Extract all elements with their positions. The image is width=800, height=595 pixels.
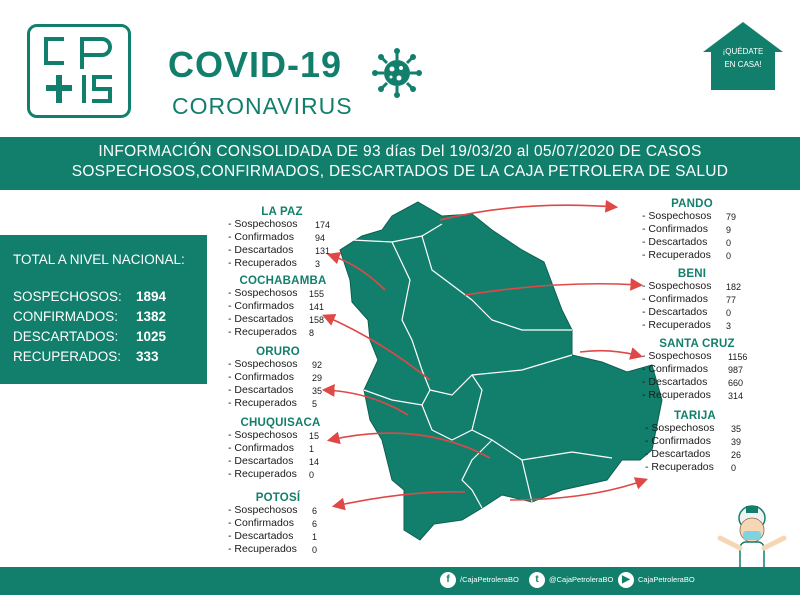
youtube-link[interactable] [618, 571, 695, 589]
row-label: - Recuperados [228, 257, 297, 269]
dept-row [228, 287, 338, 300]
stay-home-line1: ¡QUÉDATE [722, 47, 764, 56]
row-value: 6 [312, 519, 318, 529]
national-value: 1025 [136, 329, 167, 344]
row-label: - Sospechosos [228, 218, 298, 230]
row-value: 35 [312, 386, 323, 396]
row-value: 26 [731, 450, 742, 460]
row-value: 79 [726, 212, 737, 222]
row-label: - Recuperados [642, 249, 711, 261]
national-value: 1382 [136, 309, 167, 324]
dept-row [642, 376, 752, 389]
row-value: 8 [309, 328, 315, 338]
row-label: - Descartados [228, 455, 294, 467]
national-value: 333 [136, 349, 159, 364]
arrow-pando [440, 205, 615, 220]
arrow-tarija [510, 480, 645, 500]
row-label: - Sospechosos [228, 358, 298, 370]
row-value: 3 [315, 259, 321, 269]
dept-name: POTOSÍ [255, 492, 301, 504]
row-label: - Confirmados [228, 371, 294, 383]
row-value: 6 [312, 506, 318, 516]
national-value: 1894 [136, 289, 167, 304]
row-label: - Descartados [642, 306, 708, 318]
dept-row [642, 236, 742, 249]
row-label: - Recuperados [642, 389, 711, 401]
dept-row [228, 442, 333, 455]
row-label: - Descartados [228, 384, 294, 396]
row-label: - Sospechosos [642, 350, 712, 362]
row-value: 141 [309, 302, 325, 312]
row-label: - Descartados [642, 236, 708, 248]
row-label: - Confirmados [645, 435, 711, 447]
dept-name: BENI [677, 268, 707, 280]
dept-row [228, 218, 336, 231]
dept-la-paz [228, 206, 336, 270]
national-totals-title: TOTAL A NIVEL NACIONAL: [13, 252, 185, 267]
row-value: 35 [731, 424, 742, 434]
row-label: - Sospechosos [228, 429, 298, 441]
row-label: - Recuperados [645, 461, 714, 473]
dept-santa-cruz [642, 338, 752, 402]
row-label: - Confirmados [228, 300, 294, 312]
dept-row [228, 313, 338, 326]
dept-row [642, 210, 742, 223]
row-value: 155 [309, 289, 325, 299]
row-value: 158 [309, 315, 325, 325]
row-label: - Recuperados [228, 397, 297, 409]
dept-row [642, 319, 742, 332]
dept-row [228, 384, 328, 397]
dept-row [642, 223, 742, 236]
dept-row [642, 389, 752, 402]
dept-name: SANTA CRUZ [659, 338, 735, 350]
dept-row [228, 504, 328, 517]
row-label: - Confirmados [228, 231, 294, 243]
arrow-potosi [335, 492, 465, 506]
arrow-santa-cruz [580, 351, 640, 356]
row-label: - Sospechosos [642, 280, 712, 292]
dept-row [645, 435, 745, 448]
row-label: - Descartados [228, 530, 294, 542]
facebook-link[interactable] [440, 571, 519, 589]
row-label: - Sospechosos [228, 287, 298, 299]
youtube-icon: ▶ [618, 572, 634, 588]
row-value: 92 [312, 360, 323, 370]
row-label: - Sospechosos [642, 210, 712, 222]
row-value: 1 [312, 532, 318, 542]
row-label: - Recuperados [228, 326, 297, 338]
dept-row [228, 530, 328, 543]
twitter-handle: @CajaPetroleraBO [549, 575, 614, 584]
dept-chuquisaca [228, 417, 333, 481]
dept-row [645, 461, 745, 474]
row-value: 0 [731, 463, 737, 473]
row-label: - Confirmados [228, 517, 294, 529]
dept-row [645, 422, 745, 435]
dept-name: COCHABAMBA [239, 275, 327, 287]
dept-row [228, 371, 328, 384]
row-label: - Descartados [228, 313, 294, 325]
dept-name: TARIJA [674, 410, 716, 422]
dept-row [645, 448, 745, 461]
row-value: 0 [726, 251, 732, 261]
row-label: - Sospechosos [228, 504, 298, 516]
row-label: - Recuperados [642, 319, 711, 331]
row-label: - Sospechosos [645, 422, 715, 434]
row-value: 29 [312, 373, 323, 383]
dept-cochabamba [228, 275, 338, 339]
youtube-handle: CajaPetroleraBO [638, 575, 695, 584]
banner-line-1: INFORMACIÓN CONSOLIDADA DE 93 días Del 19/03/20 al 05/07/2020 DE CASOS [98, 143, 702, 160]
dept-row [228, 429, 333, 442]
dept-row [228, 543, 328, 556]
page-title: COVID-19 [168, 44, 343, 85]
row-value: 987 [728, 365, 744, 375]
row-value: 9 [726, 225, 732, 235]
row-label: - Recuperados [228, 468, 297, 480]
dept-tarija [645, 410, 745, 474]
dept-row [228, 455, 333, 468]
dept-pando [642, 198, 742, 262]
row-label: - Recuperados [228, 543, 297, 555]
dept-row [228, 468, 333, 481]
dept-row [228, 397, 328, 410]
dept-row [228, 358, 328, 371]
dept-name: LA PAZ [261, 206, 303, 218]
row-value: 0 [726, 238, 732, 248]
row-value: 0 [312, 545, 318, 555]
row-value: 39 [731, 437, 742, 447]
row-value: 77 [726, 295, 737, 305]
dept-row [642, 280, 742, 293]
arrow-la-paz [330, 255, 385, 290]
national-label: CONFIRMADOS: [13, 309, 119, 324]
row-label: - Confirmados [228, 442, 294, 454]
national-label: RECUPERADOS: [13, 349, 122, 364]
dept-row [228, 300, 338, 313]
row-value: 660 [728, 378, 744, 388]
row-label: - Descartados [228, 244, 294, 256]
arrow-oruro [325, 390, 408, 415]
dept-row [228, 326, 338, 339]
dept-name: CHUQUISACA [240, 417, 321, 429]
row-value: 1156 [728, 352, 748, 362]
row-value: 131 [315, 246, 331, 256]
banner-line-2: SOSPECHOSOS,CONFIRMADOS, DESCARTADOS DE LA CAJA PETROLERA DE SALUD [71, 163, 729, 180]
row-value: 0 [309, 470, 315, 480]
arrow-beni [465, 284, 640, 295]
dept-name: PANDO [671, 198, 713, 210]
dept-oruro [228, 346, 328, 410]
national-label: SOSPECHOSOS: [13, 289, 122, 304]
row-label: - Confirmados [642, 363, 708, 375]
dept-potosi [228, 492, 328, 556]
dept-row [642, 293, 742, 306]
row-label: - Descartados [642, 376, 708, 388]
row-value: 174 [315, 220, 331, 230]
dept-name: ORURO [256, 346, 300, 358]
row-value: 314 [728, 391, 744, 401]
national-label: DESCARTADOS: [13, 329, 119, 344]
twitter-icon: t [529, 572, 545, 588]
twitter-link[interactable] [529, 571, 613, 589]
dept-row [228, 257, 336, 270]
arrow-cochabamba [325, 316, 430, 380]
dept-row [228, 517, 328, 530]
row-value: 182 [726, 282, 742, 292]
row-label: - Descartados [645, 448, 711, 460]
row-value: 5 [312, 399, 318, 409]
row-value: 1 [309, 444, 315, 454]
arrow-chuquisaca [330, 433, 490, 458]
page-subtitle: CORONAVIRUS [172, 93, 353, 119]
dept-row [228, 231, 336, 244]
row-value: 15 [309, 431, 320, 441]
dept-row [642, 350, 752, 363]
row-value: 0 [726, 308, 732, 318]
dept-beni [642, 268, 742, 332]
dept-row [642, 363, 752, 376]
row-value: 94 [315, 233, 326, 243]
stay-home-line2: EN CASA! [724, 60, 762, 69]
row-value: 14 [309, 457, 320, 467]
row-label: - Confirmados [642, 293, 708, 305]
row-value: 3 [726, 321, 732, 331]
facebook-icon: f [440, 572, 456, 588]
dept-row [642, 249, 742, 262]
dept-row [642, 306, 742, 319]
facebook-handle: /CajaPetroleraBO [460, 575, 519, 584]
dept-row [228, 244, 336, 257]
row-label: - Confirmados [642, 223, 708, 235]
